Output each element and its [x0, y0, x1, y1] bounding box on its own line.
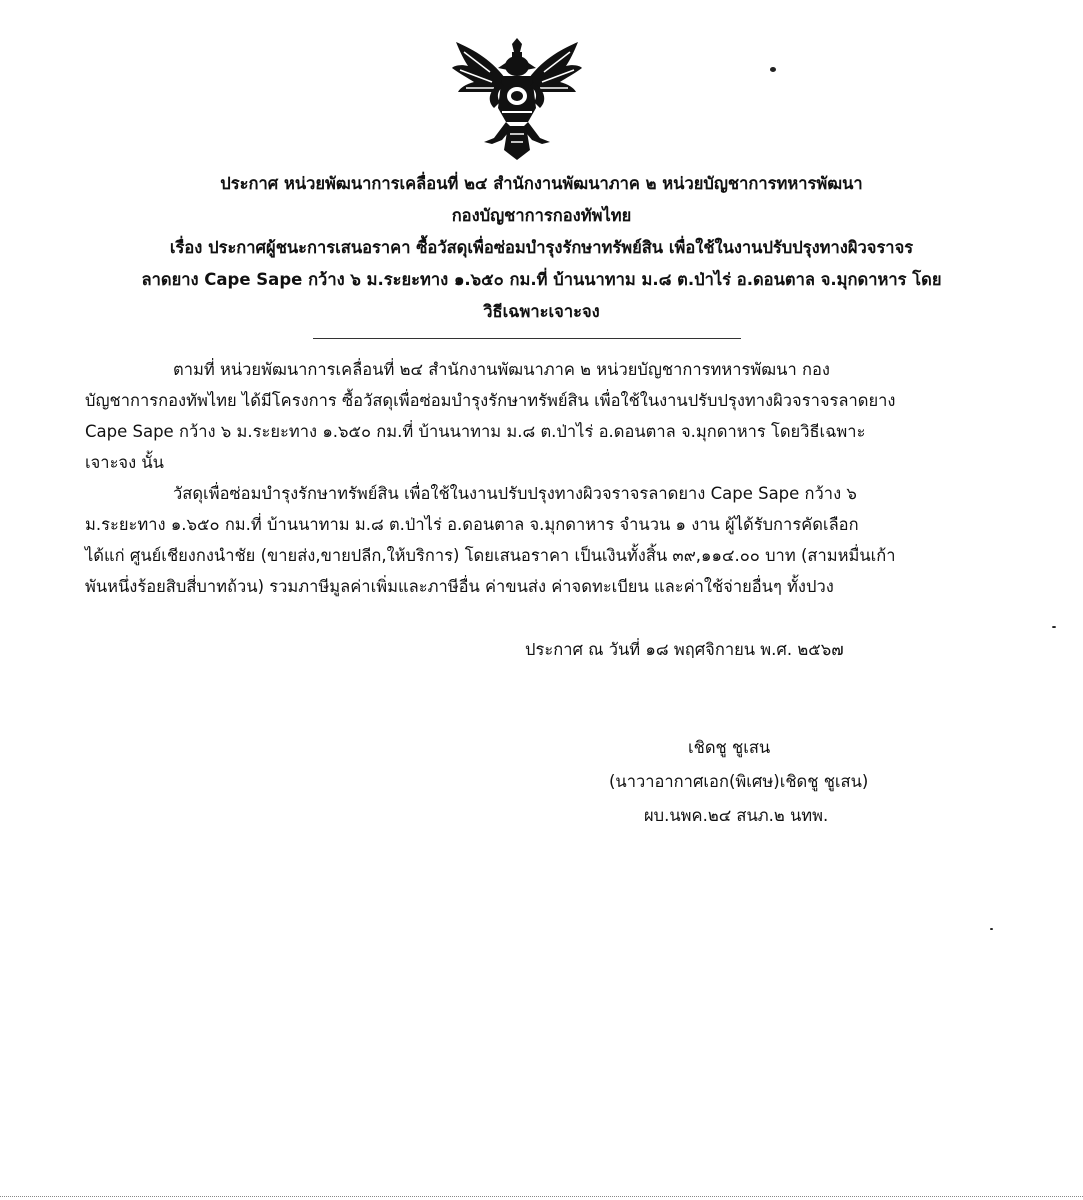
paragraph-line: ตามที่ หน่วยพัฒนาการเคลื่อนที่ ๒๔ สำนักงานพัฒนาภาค ๒ หน่วยบัญชาการทหารพัฒนา กอง — [173, 360, 830, 379]
paragraph-line: เจาะจง นั้น — [85, 453, 164, 472]
divider — [313, 338, 741, 339]
announcement-body — [85, 354, 985, 602]
header-line: วิธีเฉพาะเจาะจง — [483, 302, 600, 321]
announcement-date: ประกาศ ณ วันที่ ๑๘ พฤศจิกายน พ.ศ. ๒๕๖๗ — [525, 640, 844, 659]
scan-speck — [1052, 626, 1056, 628]
paragraph-line: ม.ระยะทาง ๑.๖๕๐ กม.ที่ บ้านนาทาม ม.๘ ต.ป่าไร่ อ.ดอนตาล จ.มุกดาหาร จำนวน ๑ งาน ผู้ได้รับการคัดเลือก — [85, 515, 859, 534]
paragraph-line: ได้แก่ ศูนย์เชียงกงนำชัย (ขายส่ง,ขายปลีก,ให้บริการ) โดยเสนอราคา เป็นเงินทั้งสิ้น ๓๙,๑๑๔.๐๐ บาท (สามหมื่นเก้า — [85, 546, 896, 565]
header-line: เรื่อง ประกาศผู้ชนะการเสนอราคา ซื้อวัสดุเพื่อซ่อมบำรุงรักษาทรัพย์สิน เพื่อใช้ในงานปรับปรุงทางผิวจราจร — [169, 238, 914, 257]
paragraph-line: พันหนึ่งร้อยสิบสี่บาทถ้วน) รวมภาษีมูลค่าเพิ่มและภาษีอื่น ค่าขนส่ง ค่าจดทะเบียน และค่าใช้จ่ายอื่นๆ ทั้งปวง — [85, 577, 834, 596]
scan-speck — [990, 928, 993, 930]
announcement-header — [60, 168, 1023, 328]
header-line: ลาดยาง Cape Sape กว้าง ๖ ม.ระยะทาง ๑.๖๕๐ กม.ที่ บ้านนาทาม ม.๘ ต.ป่าไร่ อ.ดอนตาล จ.มุกดาหาร โดย — [141, 270, 942, 289]
signature-name: เชิดชู ชูเสน — [688, 738, 771, 757]
signature-full-name: (นาวาอากาศเอก(พิเศษ)เชิดชู ชูเสน) — [609, 772, 869, 791]
paragraph-line: บัญชาการกองทัพไทย ได้มีโครงการ ซื้อวัสดุเพื่อซ่อมบำรุงรักษาทรัพย์สิน เพื่อใช้ในงานปรับปรุงทางผิวจราจรลาดยาง — [85, 391, 896, 410]
paragraph-line: วัสดุเพื่อซ่อมบำรุงรักษาทรัพย์สิน เพื่อใช้ในงานปรับปรุงทางผิวจราจรลาดยาง Cape Sape กว้าง ๖ — [173, 484, 857, 503]
garuda-emblem-icon — [450, 38, 585, 162]
scan-speck — [770, 67, 776, 72]
signature-position: ผบ.นพค.๒๔ สนภ.๒ นทพ. — [644, 806, 829, 825]
header-line: กองบัญชาการกองทัพไทย — [451, 206, 632, 225]
scan-edge — [0, 1196, 1083, 1197]
header-line: ประกาศ หน่วยพัฒนาการเคลื่อนที่ ๒๔ สำนักงานพัฒนาภาค ๒ หน่วยบัญชาการทหารพัฒนา — [220, 174, 863, 193]
paragraph-line: Cape Sape กว้าง ๖ ม.ระยะทาง ๑.๖๕๐ กม.ที่ บ้านนาทาม ม.๘ ต.ป่าไร่ อ.ดอนตาล จ.มุกดาหาร โดยวิธีเฉพาะ — [85, 422, 866, 441]
